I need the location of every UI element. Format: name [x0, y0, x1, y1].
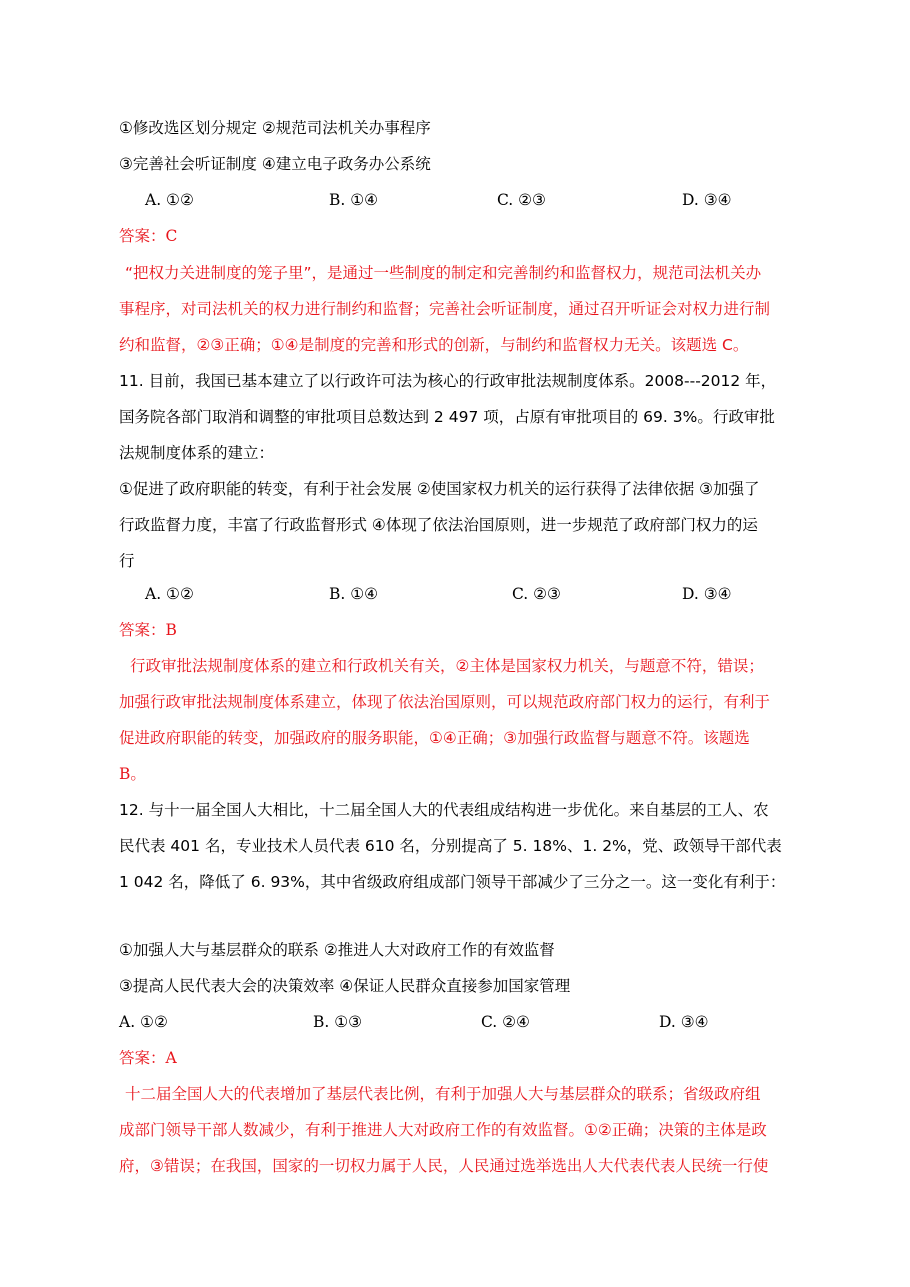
q11-choice-line-1: ①促进了政府职能的转变，有利于社会发展 ②使国家权力机关的运行获得了法律依据 ③加强了 — [119, 480, 760, 498]
q11-option-a: A. ①② — [145, 585, 194, 603]
q12-explanation-line-2: 成部门领导干部人数减少，有利于推进人大对政府工作的有效监督。①②正确；决策的主体是政 — [119, 1121, 767, 1139]
q11-answer: 答案：B — [119, 621, 177, 639]
q11-explanation-line-4: B。 — [119, 765, 146, 783]
q11-choice-line-2: 行政监督力度，丰富了行政监督形式 ④体现了依法治国原则，进一步规范了政府部门权力的运 — [119, 516, 758, 534]
q11-explanation-line-3: 促进政府职能的转变，加强政府的服务职能，①④正确；③加强行政监督与题意不符。该题选 — [119, 729, 750, 747]
q11-stem-line-3: 法规制度体系的建立： — [119, 444, 275, 462]
q12-option-c: C. ②④ — [481, 1013, 530, 1031]
q11-option-c: C. ②③ — [512, 585, 561, 603]
q12-stem-line-2: 民代表 401 名，专业技术人员代表 610 名，分别提高了 5. 18%、1. 2%，党、政领导干部代表 — [119, 837, 782, 855]
q10-option-b: B. ①④ — [329, 191, 379, 209]
q12-option-d: D. ③④ — [659, 1013, 709, 1031]
q12-choice-line-1: ①加强人大与基层群众的联系 ②推进人大对政府工作的有效监督 — [119, 941, 555, 959]
q12-explanation-line-3: 府，③错误；在我国，国家的一切权力属于人民，人民通过选举选出人大代表代表人民统一行使 — [119, 1157, 769, 1175]
q11-option-b: B. ①④ — [329, 585, 379, 603]
q12-stem-line-3: 1 042 名，降低了 6. 93%，其中省级政府组成部门领导干部减少了三分之一。这一变化有利于： — [119, 873, 786, 891]
q10-choice-line-1: ①修改选区划分规定 ②规范司法机关办事程序 — [119, 119, 431, 137]
q10-choice-line-2: ③完善社会听证制度 ④建立电子政务办公系统 — [119, 155, 431, 173]
q12-choice-line-2: ③提高人民代表大会的决策效率 ④保证人民群众直接参加国家管理 — [119, 977, 571, 995]
q12-explanation-line-1: 十二届全国人大的代表增加了基层代表比例，有利于加强人大与基层群众的联系；省级政府组 — [125, 1085, 761, 1103]
q11-choice-line-3: 行 — [119, 552, 135, 570]
q12-option-b: B. ①③ — [313, 1013, 363, 1031]
q11-stem-line-1: 11. 目前，我国已基本建立了以行政许可法为核心的行政审批法规制度体系。2008---2012 年， — [119, 372, 777, 390]
q12-option-a: A. ①② — [119, 1013, 168, 1031]
q10-option-a: A. ①② — [145, 191, 194, 209]
q10-explanation-line-1: “把权力关进制度的笼子里”，是通过一些制度的制定和完善制约和监督权力，规范司法机关办 — [125, 264, 762, 282]
q11-stem-line-2: 国务院各部门取消和调整的审批项目总数达到 2 497 项，占原有审批项目的 69. 3%。行政审批 — [119, 408, 775, 426]
q12-answer: 答案：A — [119, 1049, 177, 1067]
q10-option-d: D. ③④ — [682, 191, 732, 209]
q10-answer: 答案：C — [119, 227, 178, 245]
q11-explanation-line-1: 行政审批法规制度体系的建立和行政机关有关，②主体是国家权力机关，与题意不符，错误； — [130, 657, 764, 675]
q11-option-d: D. ③④ — [682, 585, 732, 603]
q11-explanation-line-2: 加强行政审批法规制度体系建立，体现了依法治国原则，可以规范政府部门权力的运行，有利于 — [119, 693, 771, 711]
q12-stem-line-1: 12. 与十一届全国人大相比，十二届全国人大的代表组成结构进一步优化。来自基层的工人、农 — [119, 801, 769, 819]
q10-explanation-line-2: 事程序，对司法机关的权力进行制约和监督；完善社会听证制度，通过召开听证会对权力进行制 — [119, 300, 771, 318]
q10-explanation-line-3: 约和监督，②③正确；①④是制度的完善和形式的创新，与制约和监督权力无关。该题选 C。 — [119, 336, 749, 354]
q10-option-c: C. ②③ — [497, 191, 546, 209]
